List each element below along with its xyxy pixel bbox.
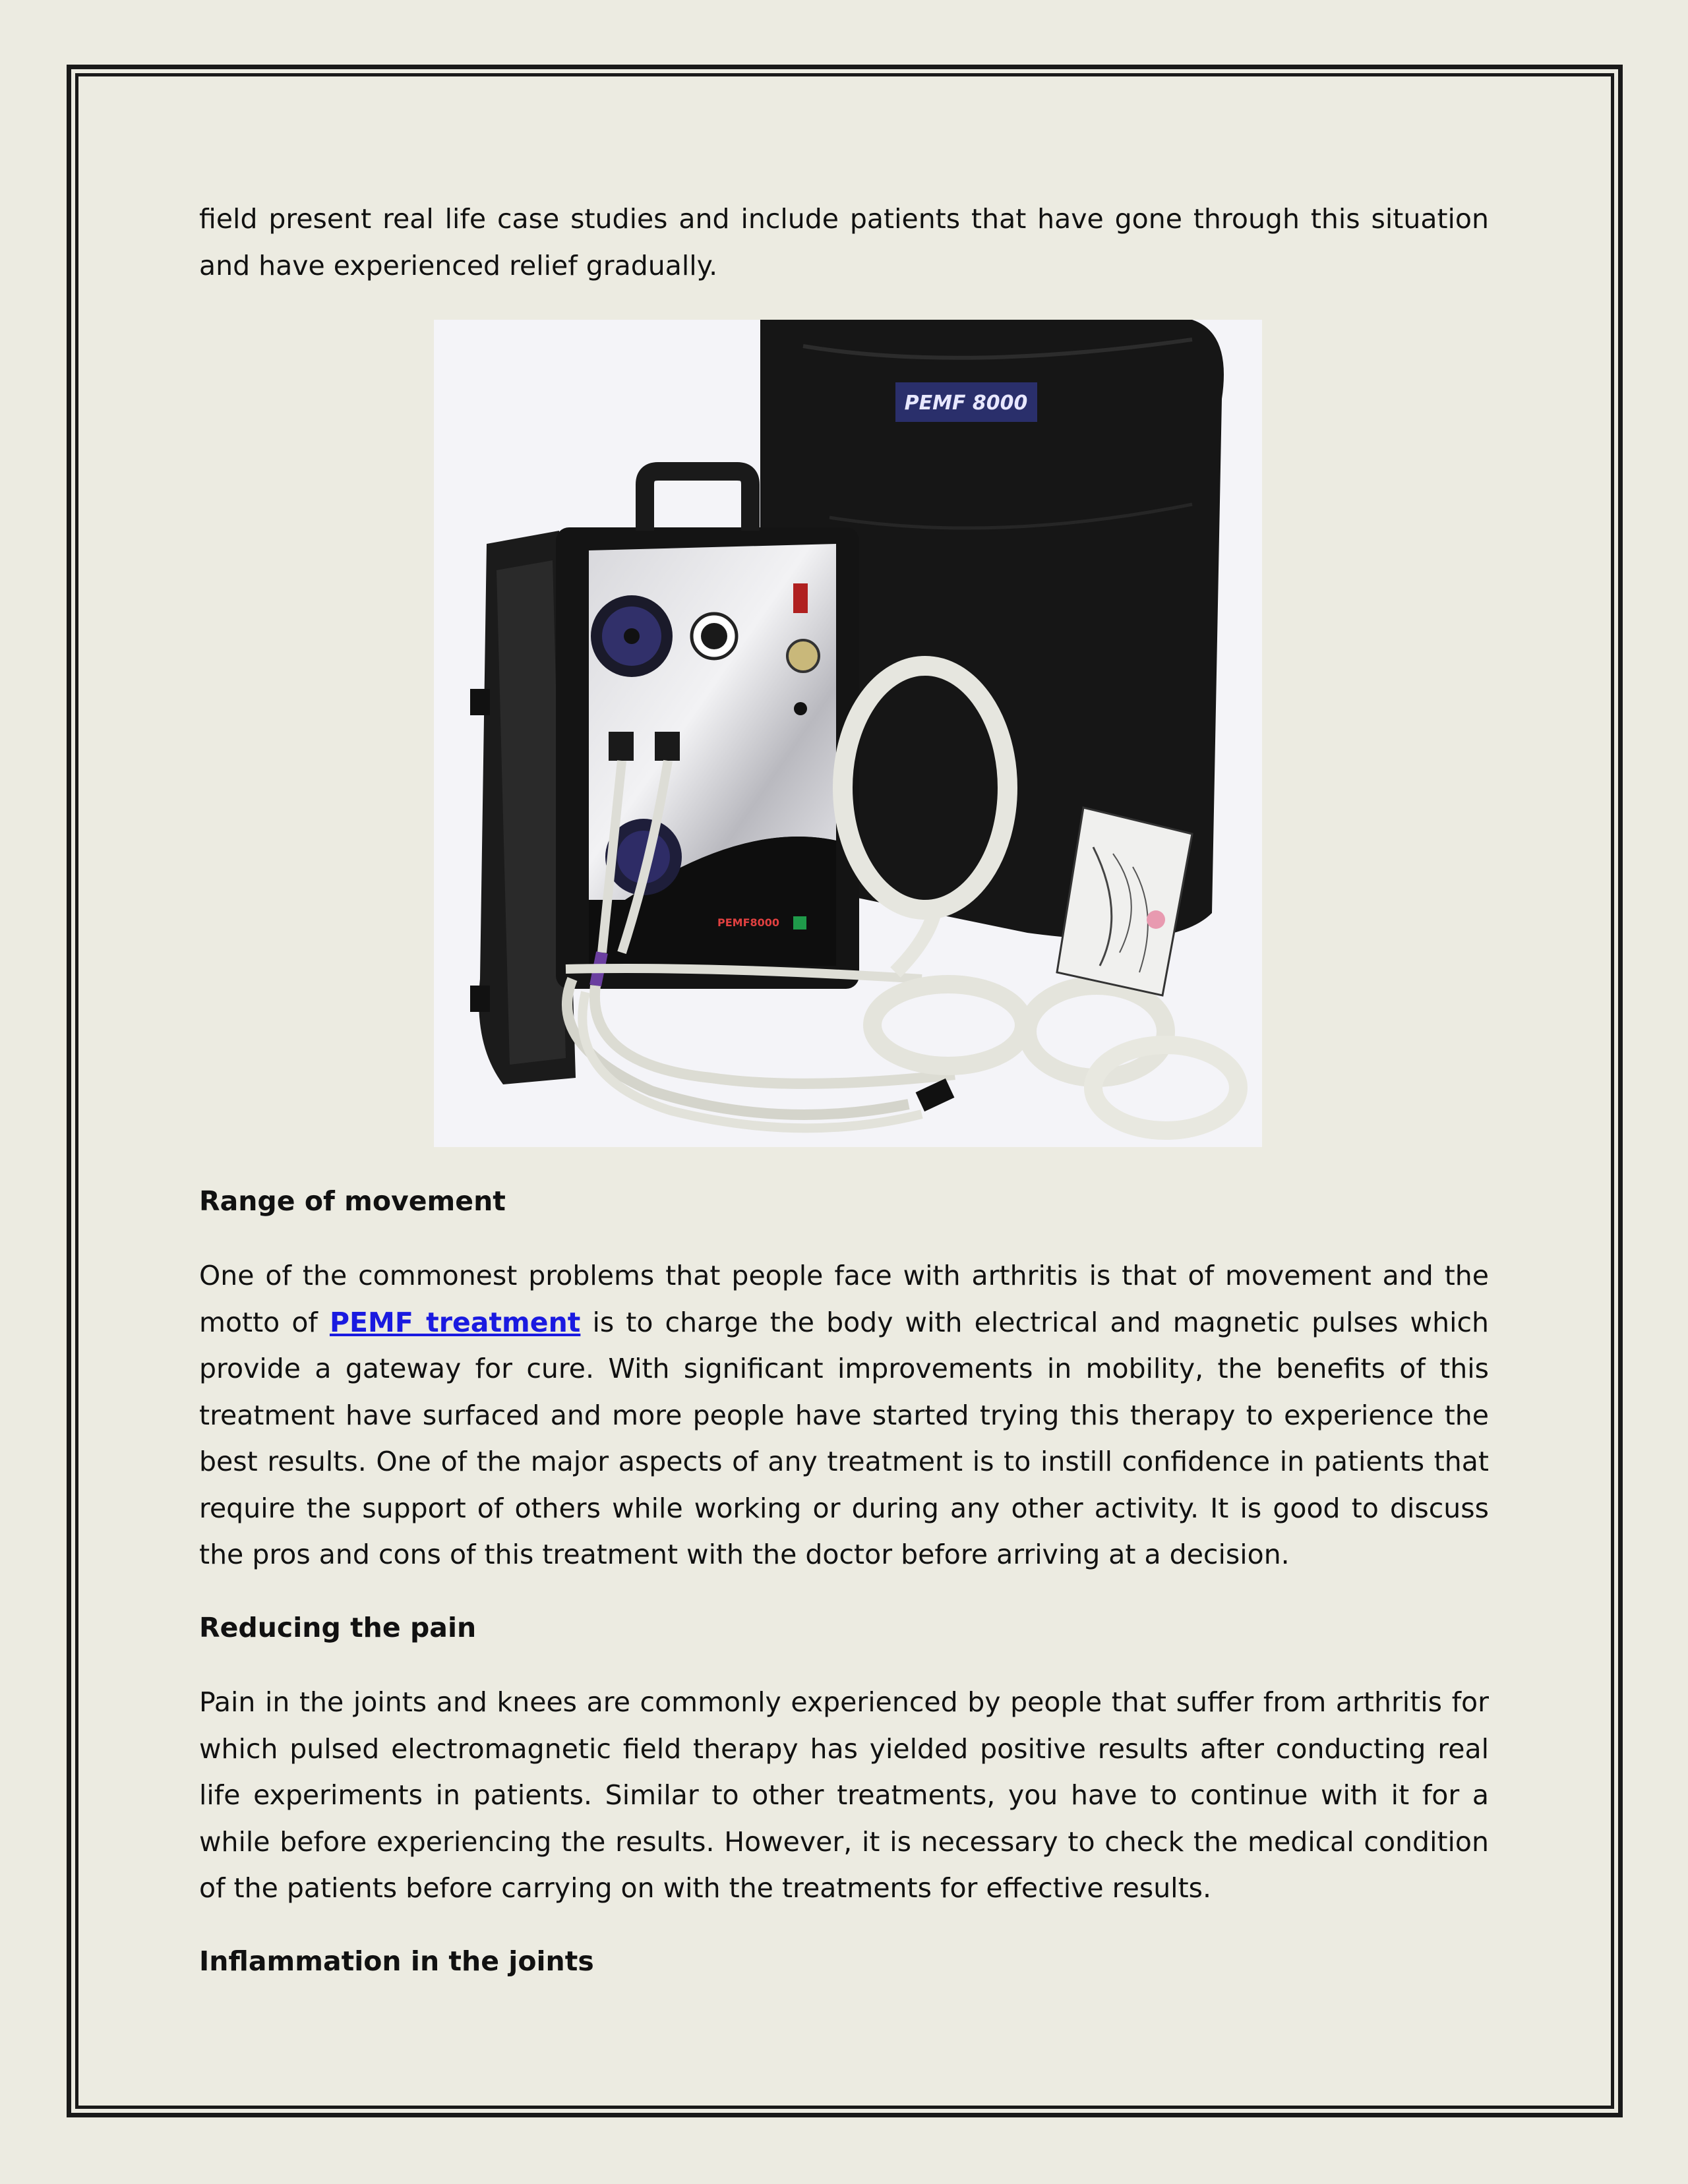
pemf-treatment-link[interactable]: PEMF treatment (329, 1306, 581, 1338)
connector-2-icon (655, 732, 680, 761)
para-text-before-link: One of the commonest problems that people face with arthritis is that of movement and the motto of (199, 1260, 1489, 1338)
connector-1-icon (609, 732, 634, 761)
pemf-device-illustration (434, 320, 1262, 1147)
reducing-the-pain-paragraph: Pain in the joints and knees are commonly experienced by people that suffer from arthritis for which pulsed electromagnetic field therapy has yielded positive results after conducting real life experiments in patients. Similar to other treatments, you have to continue with it for a while before experiencing the results. However, it is necessary to check the medical condition of the patients before carrying on with the treatments for effective results. (199, 1686, 1489, 1904)
svg-text:PEMF 8000: PEMF 8000 (904, 392, 1028, 415)
product-photo (434, 320, 1262, 1147)
svg-text:PEMF8000: PEMF8000 (717, 916, 780, 929)
range-of-movement-paragraph (199, 1253, 1489, 1578)
para-text-after-link: is to charge the body with electrical and magnetic pulses which provide a gateway for cure. With significant improvements in mobility, the benefits of this treatment have surfaced and more people have started trying this therapy to experience the best results. One of the major aspects of any treatment is to instill confidence in patients that require the support of others while working or during any other activity. It is good to discuss the pros and cons of this treatment with the doctor before arriving at a decision. (199, 1306, 1489, 1570)
heading-range-of-movement: Range of movement (199, 1185, 506, 1217)
heading-reducing-the-pain: Reducing the pain (199, 1612, 477, 1643)
bag-logo (895, 382, 1037, 422)
heading-inflammation-in-the-joints: Inflammation in the joints (199, 1945, 594, 1977)
intro-paragraph: field present real life case studies and include patients that have gone through this situation and have experienced relief gradually. (199, 203, 1489, 281)
power-switch-icon (793, 916, 806, 930)
timer-icon (787, 640, 819, 672)
power-indicator-icon (793, 583, 808, 613)
